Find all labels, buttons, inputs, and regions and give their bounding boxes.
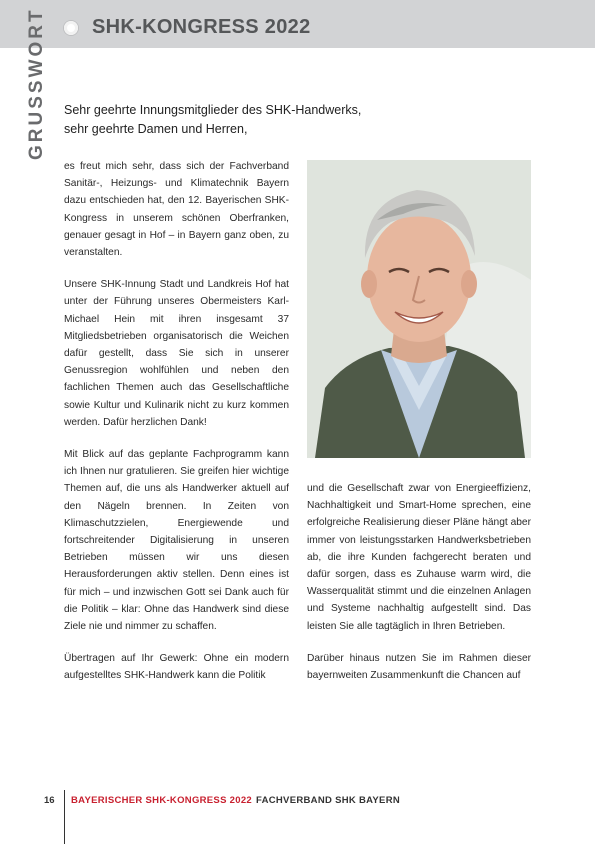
header-bullet-icon xyxy=(64,21,78,35)
footer-brand: BAYERISCHER SHK-KONGRESS 2022 xyxy=(71,795,252,806)
footer-divider xyxy=(64,790,65,844)
paragraph: es freut mich sehr, dass sich der Fachverband Sanitär-, Heizungs- und Klimatechnik Bayern dazu entschieden hat, den 12. Bayerischen SHK-Kongress in unserem schönen Oberfranken, genauer gesagt in Hof – in Bayern ganz oben, zu veranstalten. xyxy=(64,161,289,259)
portrait-photo xyxy=(307,160,531,458)
page-title: SHK-KONGRESS 2022 xyxy=(92,16,311,38)
paragraph: Übertragen auf Ihr Gewerk: Ohne ein modern aufgestelltes SHK-Handwerk kann die Politik xyxy=(64,653,289,682)
page-number: 16 xyxy=(44,795,55,806)
salutation-line: Sehr geehrte Innungsmitglieder des SHK-Handwerks, xyxy=(64,103,362,117)
salutation-line: sehr geehrte Damen und Herren, xyxy=(64,122,248,136)
section-side-label: GRUSSWORT xyxy=(26,7,47,160)
salutation xyxy=(64,101,361,139)
text-column-right xyxy=(307,480,531,699)
portrait-illustration xyxy=(307,160,531,458)
paragraph: Mit Blick auf das geplante Fachprogramm kann ich Ihnen nur gratulieren. Sie greifen hier wichtige Themen auf, die uns als Handwerker aktuell auf den Nägeln brennen. In Zeiten von Klimaschutzzielen, Energiewende und fortschreitender Digitalisierung in unseren Betrieben müssen wir uns diesen Herausforderungen aktiv stellen. Denn eines ist für mich – und inzwischen Gott sei Dank auch für die Politik – klar: Ohne das Handwerk sind diese Ziele nie und nimmer zu schaffen. xyxy=(64,449,289,633)
paragraph: Darüber hinaus nutzen Sie im Rahmen dieser bayernweiten Zusammenkunft die Chancen auf xyxy=(307,652,531,682)
text-column-left xyxy=(64,158,289,700)
paragraph: und die Gesellschaft zwar von Energieeffizienz, Nachhaltigkeit und Smart-Home sprechen, eine erfolgreiche Realisierung dieser Pläne hängt aber immer von leistungsstarken Handwerksbetrieben ab, die ihre Kunden fachgerecht beraten und dafür sorgen, dass es Zuhause warm wird, die Wasserqualität stimmt und die einzelnen Anlagen und Systeme nachhaltig aufgestellt sind. Das leisten Sie alle tagtäglich in Ihren Betrieben. xyxy=(307,483,531,632)
paragraph: Unsere SHK-Innung Stadt und Landkreis Hof hat unter der Führung unseres Obermeisters Karl-Michael Hein mit ihren insgesamt 37 Mitgliedsbetrieben organisatorisch die Weichen dafür gestellt, dass Sie sich in unserer Genussregion wohlfühlen und neben den fachlichen Themen auch das Gesellschaftliche sowie Kultur und Kulinarik nicht zu kurz kommen werden. Dafür herzlichen Dank! xyxy=(64,279,289,428)
footer-organization: FACHVERBAND SHK BAYERN xyxy=(256,795,401,806)
